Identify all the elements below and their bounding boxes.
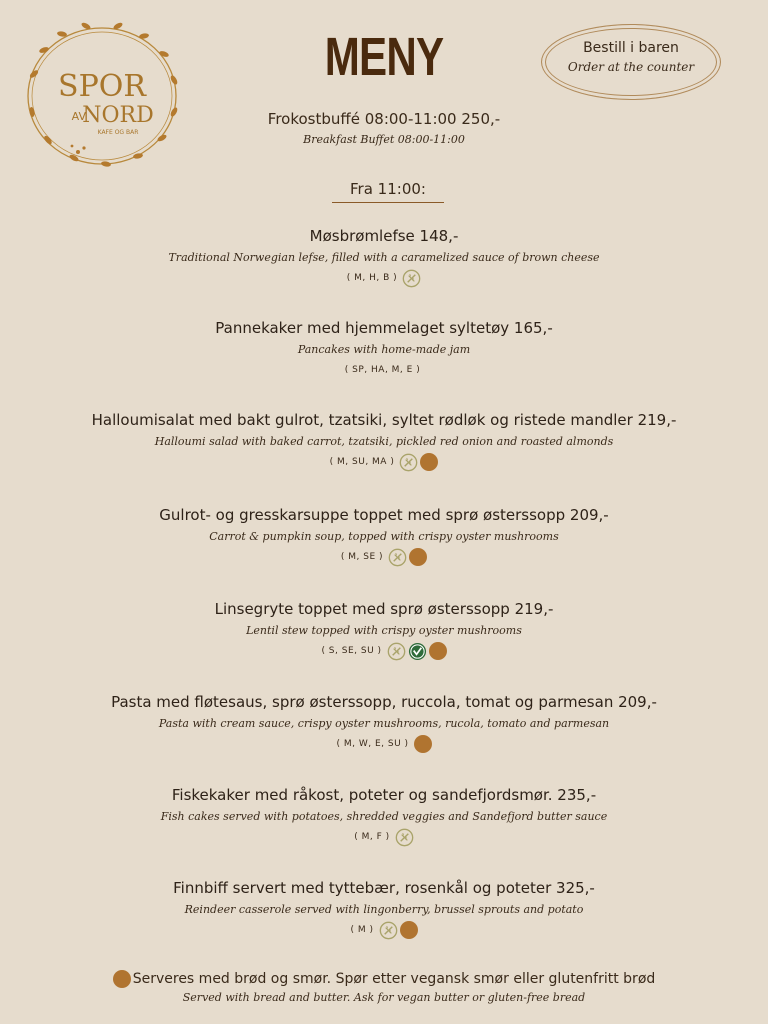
vegan-icon xyxy=(408,642,427,661)
bread-icon xyxy=(414,735,432,753)
order-at-counter-badge xyxy=(541,24,721,100)
from-time-heading: Fra 11:00: xyxy=(332,180,444,203)
svg-text:NORD: NORD xyxy=(82,103,154,128)
menu-item xyxy=(0,693,768,754)
svg-text:AV: AV xyxy=(71,110,86,123)
allergen-row xyxy=(0,360,768,380)
bread-icon xyxy=(420,453,438,471)
menu-item-name: Pasta med fløtesaus, sprø østerssopp, ruccola, tomat og parmesan 209,- xyxy=(111,693,657,711)
breakfast-buffet xyxy=(0,110,768,146)
breakfast-label-en: Breakfast Buffet 08:00-11:00 xyxy=(303,133,465,146)
menu-item-description: Fish cakes served with potatoes, shredded veggies and Sandefjord butter sauce xyxy=(160,810,608,823)
menu-item-description: Pancakes with home-made jam xyxy=(297,343,471,356)
gluten-free-icon xyxy=(379,921,398,940)
menu-item-description: Pasta with cream sauce, crispy oyster mushrooms, rucola, tomato and parmesan xyxy=(158,717,610,730)
allergen-row xyxy=(0,547,768,567)
allergen-row xyxy=(0,827,768,847)
menu-item-description: Halloumi salad with baked carrot, tzatsiki, pickled red onion and roasted almonds xyxy=(154,435,614,448)
menu-item xyxy=(0,411,768,472)
menu-item-name: Fiskekaker med råkost, poteter og sandefjordsmør. 235,- xyxy=(171,786,597,804)
menu-item-name: Finnbiff servert med tyttebær, rosenkål og poteter 325,- xyxy=(173,879,595,897)
breakfast-label-no: Frokostbuffé 08:00-11:00 250,- xyxy=(267,110,501,128)
allergen-row xyxy=(0,641,768,661)
gluten-free-icon xyxy=(388,548,407,567)
menu-item-name: Linsegryte toppet med sprø østerssopp 219,- xyxy=(214,600,554,618)
bread-icon xyxy=(409,548,427,566)
allergen-codes: ( M, W, E, SU ) xyxy=(336,739,409,749)
gluten-free-icon xyxy=(395,828,414,847)
logo-spor: SPOR xyxy=(58,69,146,104)
order-label-en: Order at the counter xyxy=(567,60,695,74)
footer-note-en: Served with bread and butter. Ask for vegan butter or gluten-free bread xyxy=(182,991,586,1004)
menu-item xyxy=(0,600,768,661)
menu-item-name: Pannekaker med hjemmelaget syltetøy 165,- xyxy=(215,319,553,337)
gluten-free-icon xyxy=(402,269,421,288)
gluten-free-icon xyxy=(387,642,406,661)
allergen-row xyxy=(0,268,768,288)
allergen-codes: ( M ) xyxy=(350,925,374,935)
allergen-codes: ( S, SE, SU ) xyxy=(321,646,382,656)
menu-item-description: Lentil stew topped with crispy oyster mushrooms xyxy=(246,624,522,637)
gluten-free-icon xyxy=(399,453,418,472)
page-title: MENY xyxy=(324,27,444,87)
bread-icon xyxy=(429,642,447,660)
menu-item-description: Reindeer casserole served with lingonberry, brussel sprouts and potato xyxy=(184,903,584,916)
allergen-codes: ( M, SU, MA ) xyxy=(329,457,395,467)
menu-item-name: Gulrot- og gresskarsuppe toppet med sprø østerssopp 209,- xyxy=(159,506,609,524)
allergen-row xyxy=(0,734,768,754)
menu-item-description: Carrot & pumpkin soup, topped with crispy oyster mushrooms xyxy=(209,530,559,543)
menu-item-description: Traditional Norwegian lefse, filled with a caramelized sauce of brown cheese xyxy=(168,251,600,264)
allergen-codes: ( M, SE ) xyxy=(340,552,384,562)
bread-icon xyxy=(113,970,131,988)
allergen-codes: ( SP, HA, M, E ) xyxy=(344,365,421,375)
menu-item xyxy=(0,879,768,940)
menu-item xyxy=(0,319,768,380)
allergen-row xyxy=(0,920,768,940)
footer-note xyxy=(0,970,768,1004)
svg-text:KAFE OG BAR: KAFE OG BAR xyxy=(97,129,139,136)
allergen-row xyxy=(0,452,768,472)
footer-note-no: Serveres med brød og smør. Spør etter vegansk smør eller glutenfritt brød xyxy=(132,971,656,987)
menu-item xyxy=(0,506,768,567)
bread-icon xyxy=(400,921,418,939)
menu-item xyxy=(0,786,768,847)
menu-item-name: Møsbrømlefse 148,- xyxy=(309,227,459,245)
allergen-codes: ( M, F ) xyxy=(354,832,390,842)
menu-item xyxy=(0,227,768,288)
order-label-no: Bestill i baren xyxy=(583,40,679,56)
allergen-codes: ( M, H, B ) xyxy=(346,273,398,283)
menu-item-name: Halloumisalat med bakt gulrot, tzatsiki, syltet rødløk og ristede mandler 219,- xyxy=(91,411,677,429)
